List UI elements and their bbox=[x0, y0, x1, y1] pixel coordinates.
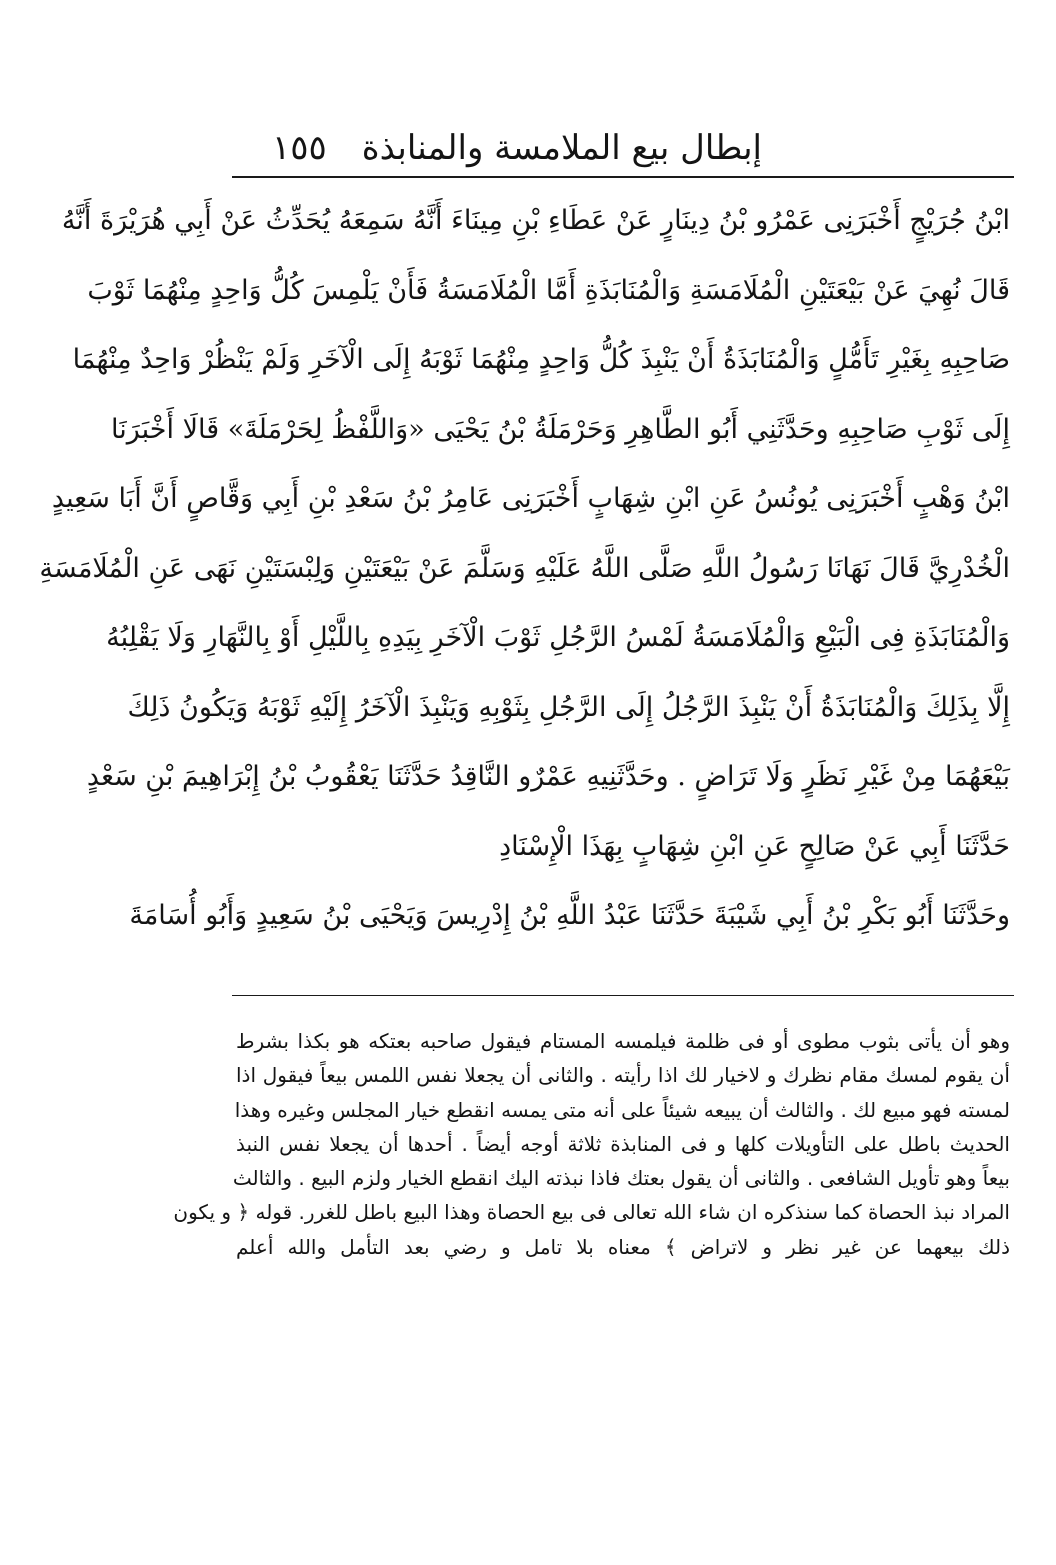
commentary-line: المراد نبذ الحصاة كما سنذكره ان شاء الله تعالى فى بيع الحصاة وهذا البيع باطل للغرر. قوله ﴿ و يكون bbox=[173, 1200, 1010, 1225]
commentary-line: ذلك بيعهما عن غير نظر و لاتراض ﴾ معناه بلا تامل و رضي بعد التأمل والله أعلم bbox=[236, 1234, 1010, 1259]
text-line: ابْنُ وَهْبٍ أَخْبَرَنِى يُونُسُ عَنِ ابْنِ شِهَابٍ أَخْبَرَنِى عَامِرُ بْنُ سَعْدِ بْنِ أَبِي وَقَّاصٍ أَنَّ أَبَا سَعِيدٍ bbox=[51, 483, 1010, 514]
hadith-text-block bbox=[39, 186, 1010, 951]
text-line: إِلَّا بِذَلِكَ وَالْمُنَابَذَةُ أَنْ يَنْبِذَ الرَّجُلُ إِلَى الرَّجُلِ بِثَوْبِهِ وَيَنْبِذَ الْآخَرُ إِلَيْهِ ثَوْبَهُ وَيَكُونُ ذَلِكَ bbox=[127, 691, 1010, 723]
commentary-line: أن يقوم لمسك مقام نظرك و لاخيار لك اذا رأيته . والثانى أن يجعلا نفس اللمس بيعاً فيقول اذا bbox=[236, 1063, 1010, 1088]
text-line: وحَدَّثَنَا أَبُو بَكْرِ بْنُ أَبِي شَيْبَةَ حَدَّثَنَا عَبْدُ اللَّهِ بْنُ إِدْرِيسَ وَيَحْيَى بْنُ سَعِيدٍ وَأَبُو أُسَامَةَ bbox=[129, 900, 1010, 931]
header-rule bbox=[232, 176, 1014, 178]
commentary-line: الحديث باطل على التأويلات كلها و فى المنابذة ثلاثة أوجه أيضاً . أحدها أن يجعلا نفس النبذ bbox=[236, 1131, 1010, 1156]
text-line: الْخُدْرِيَّ قَالَ نَهَانَا رَسُولُ اللَّهِ صَلَّى اللَّهُ عَلَيْهِ وَسَلَّمَ عَنْ بَيْعَتَيْنِ وَلِبْسَتَيْنِ نَهَى عَنِ الْمُلَامَسَةِ bbox=[39, 552, 1010, 584]
commentary-line: وهو أن يأتى بثوب مطوى أو فى ظلمة فيلمسه المستام فيقول صاحبه بعتكه هو بكذا بشرط bbox=[236, 1029, 1010, 1053]
running-header bbox=[232, 126, 1012, 170]
text-line: قَالَ نُهِيَ عَنْ بَيْعَتَيْنِ الْمُلَامَسَةِ وَالْمُنَابَذَةِ أَمَّا الْمُلَامَسَةُ فَأَنْ يَلْمِسَ كُلُّ وَاحِدٍ مِنْهُمَا ثَوْبَ bbox=[87, 274, 1010, 306]
page-number: ١٥٥ bbox=[272, 128, 327, 168]
text-line: حَدَّثَنَا أَبِي عَنْ صَالِحٍ عَنِ ابْنِ شِهَابٍ بِهَذَا الْإِسْنَادِ bbox=[499, 830, 1010, 862]
footnote-rule bbox=[232, 995, 1014, 996]
commentary-line: بيعاً وهو تأويل الشافعى . والثانى أن يقول بعتك فاذا نبذته اليك انقطع الخيار ولزم البيع . والثالث bbox=[232, 1166, 1010, 1191]
text-line: إِلَى ثَوْبِ صَاحِبِهِ وحَدَّثَنِي أَبُو الطَّاهِرِ وَحَرْمَلَةُ بْنُ يَحْيَى «وَاللَّفْظُ لِحَرْمَلَةَ» قَالَا أَخْبَرَنَا bbox=[111, 413, 1010, 445]
text-line: ابْنُ جُرَيْجٍ أَخْبَرَنِى عَمْرُو بْنُ دِينَارٍ عَنْ عَطَاءِ بْنِ مِينَاءَ أَنَّهُ سَمِعَهُ يُحَدِّثُ عَنْ أَبِي هُرَيْرَةَ أَنَّهُ bbox=[61, 205, 1010, 236]
text-line: بَيْعَهُمَا مِنْ غَيْرِ نَظَرٍ وَلَا تَرَاضٍ . وحَدَّثَنِيهِ عَمْرٌو النَّاقِدُ حَدَّثَنَا يَعْقُوبُ بْنُ إِبْرَاهِيمَ بْنِ سَعْدٍ bbox=[86, 761, 1010, 792]
commentary-block bbox=[173, 1024, 1010, 1264]
text-line: وَالْمُنَابَذَةِ فِى الْبَيْعِ وَالْمُلَامَسَةُ لَمْسُ الرَّجُلِ ثَوْبَ الْآخَرِ بِيَدِهِ بِاللَّيْلِ أَوْ بِالنَّهَارِ وَلَا يَقْلِبُهُ bbox=[106, 622, 1010, 653]
text-line: صَاحِبِهِ بِغَيْرِ تَأَمُّلٍ وَالْمُنَابَذَةُ أَنْ يَنْبِذَ كُلُّ وَاحِدٍ مِنْهُمَا ثَوْبَهُ إِلَى الْآخَرِ وَلَمْ يَنْظُرْ وَاحِدٌ مِنْهُمَا bbox=[72, 344, 1010, 375]
chapter-title: إبطال بيع الملامسة والمنابذة bbox=[361, 128, 762, 168]
commentary-line: لمسته فهو مبيع لك . والثالث أن يبيعه شيئاً على أنه متى يمسه انقطع خيار المجلس وغيره وهذا bbox=[234, 1097, 1010, 1122]
